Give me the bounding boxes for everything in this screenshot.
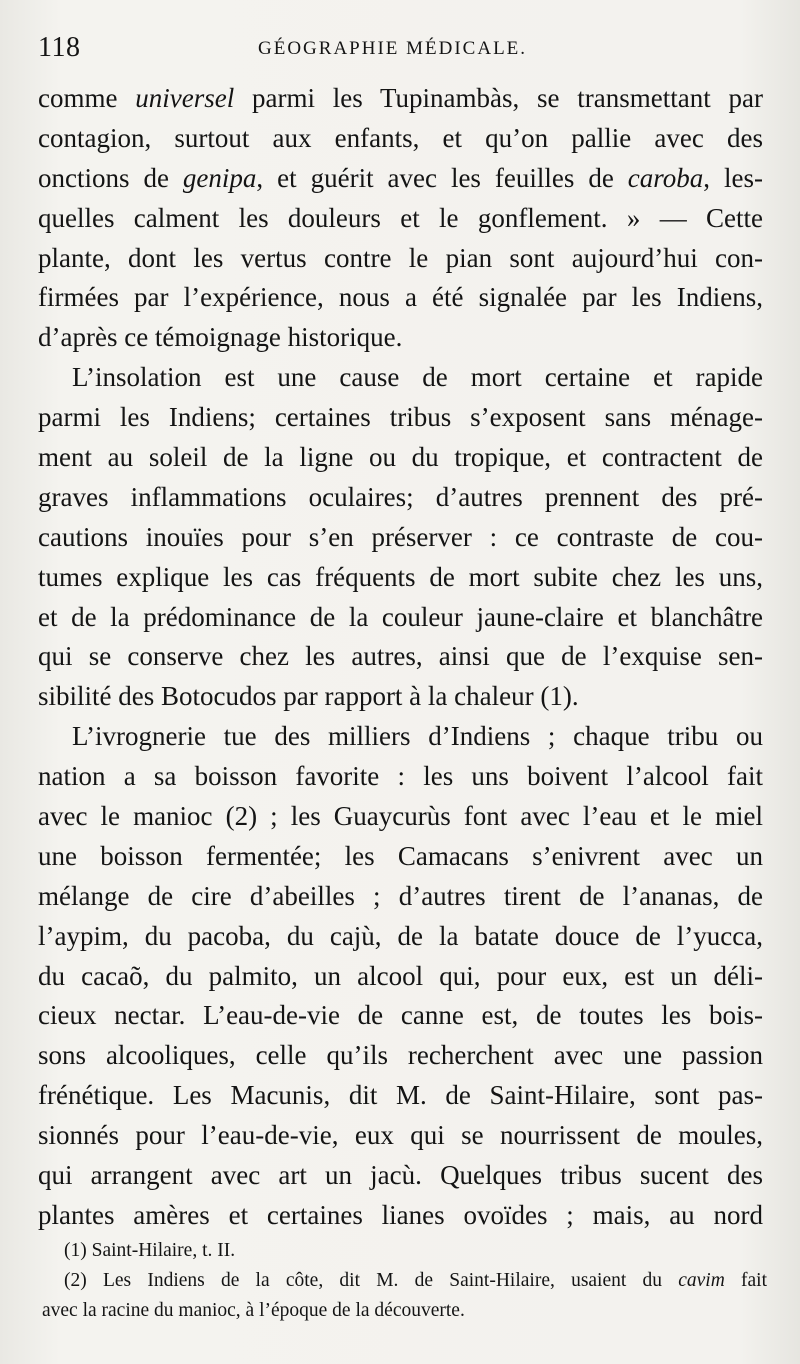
text-segment: cieux nectar. L’eau-de-vie de canne est, de toutes les bois-: [38, 1000, 763, 1031]
text-line: [38, 1196, 763, 1236]
footnote-line: [42, 1266, 767, 1296]
text-segment: parmi les Indiens; certaines tribus s’exposent sans ménage-: [38, 402, 763, 433]
text-line: [38, 797, 763, 837]
text-line: [38, 478, 763, 518]
text-segment: avec la racine du manioc, à l’époque de la découverte.: [42, 1300, 465, 1321]
text-segment: l’aypim, du pacoba, du cajù, de la batate douce de l’yucca,: [38, 920, 763, 951]
footnote-line: [42, 1296, 767, 1326]
text-segment: sons alcooliques, celle qu’ils recherchent avec une passion: [38, 1040, 763, 1071]
text-line: [38, 278, 763, 318]
text-line: [38, 1076, 763, 1116]
text-segment: mélange de cire d’abeilles ; d’autres tirent de l’ananas, de: [38, 880, 763, 911]
body-text: [38, 79, 763, 1236]
text-segment: qui se conserve chez les autres, ainsi que de l’exquise sen-: [38, 641, 763, 672]
text-line: [38, 877, 763, 917]
text-line: [38, 717, 763, 757]
italic-text: universel: [135, 83, 235, 113]
text-segment: (2) Les Indiens de la côte, dit M. de Saint-Hilaire, usaient du: [64, 1270, 679, 1291]
text-segment: frénétique. Les Macunis, dit M. de Saint-Hilaire, sont pas-: [38, 1080, 763, 1111]
text-line: [38, 239, 763, 279]
text-line: [38, 837, 763, 877]
running-head: GÉOGRAPHIE MÉDICALE.: [258, 38, 528, 59]
text-line: [38, 119, 763, 159]
italic-text: caroba: [627, 162, 704, 193]
text-line: [38, 917, 763, 957]
text-segment: du cacaõ, du palmito, un alcool qui, pour eux, est un déli-: [38, 960, 763, 991]
text-segment: fait: [724, 1270, 767, 1291]
text-segment: sibilité des Botocudos par rapport à la chaleur (1).: [38, 681, 579, 712]
text-segment: (1) Saint-Hilaire, t. II.: [64, 1240, 236, 1261]
page-number: 118: [38, 32, 81, 63]
text-segment: L’insolation est une cause de mort certaine et rapide: [72, 362, 763, 393]
text-segment: cautions inouïes pour s’en préserver : ce contraste de cou-: [38, 521, 763, 552]
text-line: [38, 996, 763, 1036]
text-segment: sionnés pour l’eau-de-vie, eux qui se nourrissent de moules,: [38, 1120, 763, 1151]
text-line: [38, 438, 763, 478]
text-line: [38, 1036, 763, 1076]
text-segment: contagion, surtout aux enfants, et qu’on pallie avec des: [38, 122, 763, 153]
text-segment: une boisson fermentée; les Camacans s’enivrent avec un: [38, 840, 763, 871]
text-line: [38, 957, 763, 997]
text-segment: d’après ce témoignage historique.: [38, 322, 403, 353]
text-line: [38, 79, 763, 119]
text-segment: plantes amères et certaines lianes ovoïdes ; mais, au nord: [38, 1199, 763, 1230]
text-line: [38, 1116, 763, 1156]
text-segment: quelles calment les douleurs et le gonflement. » — Cette: [38, 202, 763, 233]
text-segment: nation a sa boisson favorite : les uns boivent l’alcool fait: [38, 761, 763, 792]
text-line: [38, 318, 763, 358]
text-line: [38, 358, 763, 398]
text-line: [38, 518, 763, 558]
text-segment: parmi les Tupinambàs, se transmettant par: [234, 83, 763, 113]
text-segment: tumes explique les cas fréquents de mort subite chez les uns,: [38, 561, 763, 592]
text-segment: graves inflammations oculaires; d’autres prennent des pré-: [38, 481, 763, 512]
text-segment: ment au soleil de la ligne ou du tropique, et contractent de: [38, 442, 763, 473]
text-segment: et de la prédominance de la couleur jaune-claire et blanchâtre: [38, 601, 763, 632]
text-segment: onctions de: [38, 162, 183, 193]
page-header: [38, 32, 763, 72]
text-segment: , les-: [703, 162, 763, 193]
text-segment: plante, dont les vertus contre le pian sont aujourd’hui con-: [38, 242, 763, 273]
text-line: [38, 159, 763, 199]
text-segment: qui arrangent avec art un jacù. Quelques tribus sucent des: [38, 1160, 763, 1191]
text-line: [38, 199, 763, 239]
italic-text: genipa: [182, 162, 257, 193]
text-segment: avec le manioc (2) ; les Guaycurùs font avec l’eau et le miel: [38, 801, 763, 832]
text-segment: firmées par l’expérience, nous a été signalée par les Indiens,: [38, 282, 763, 313]
text-line: [38, 558, 763, 598]
text-line: [38, 757, 763, 797]
text-segment: L’ivrognerie tue des milliers d’Indiens ; chaque tribu ou: [72, 721, 763, 752]
text-line: [38, 598, 763, 638]
footnotes: [42, 1236, 767, 1326]
text-line: [38, 637, 763, 677]
text-segment: , et guérit avec les feuilles de: [256, 162, 628, 193]
text-segment: comme: [38, 83, 136, 113]
italic-text: cavim: [678, 1270, 725, 1291]
text-line: [38, 677, 763, 717]
text-line: [38, 398, 763, 438]
footnote-line: [42, 1236, 767, 1266]
text-line: [38, 1156, 763, 1196]
